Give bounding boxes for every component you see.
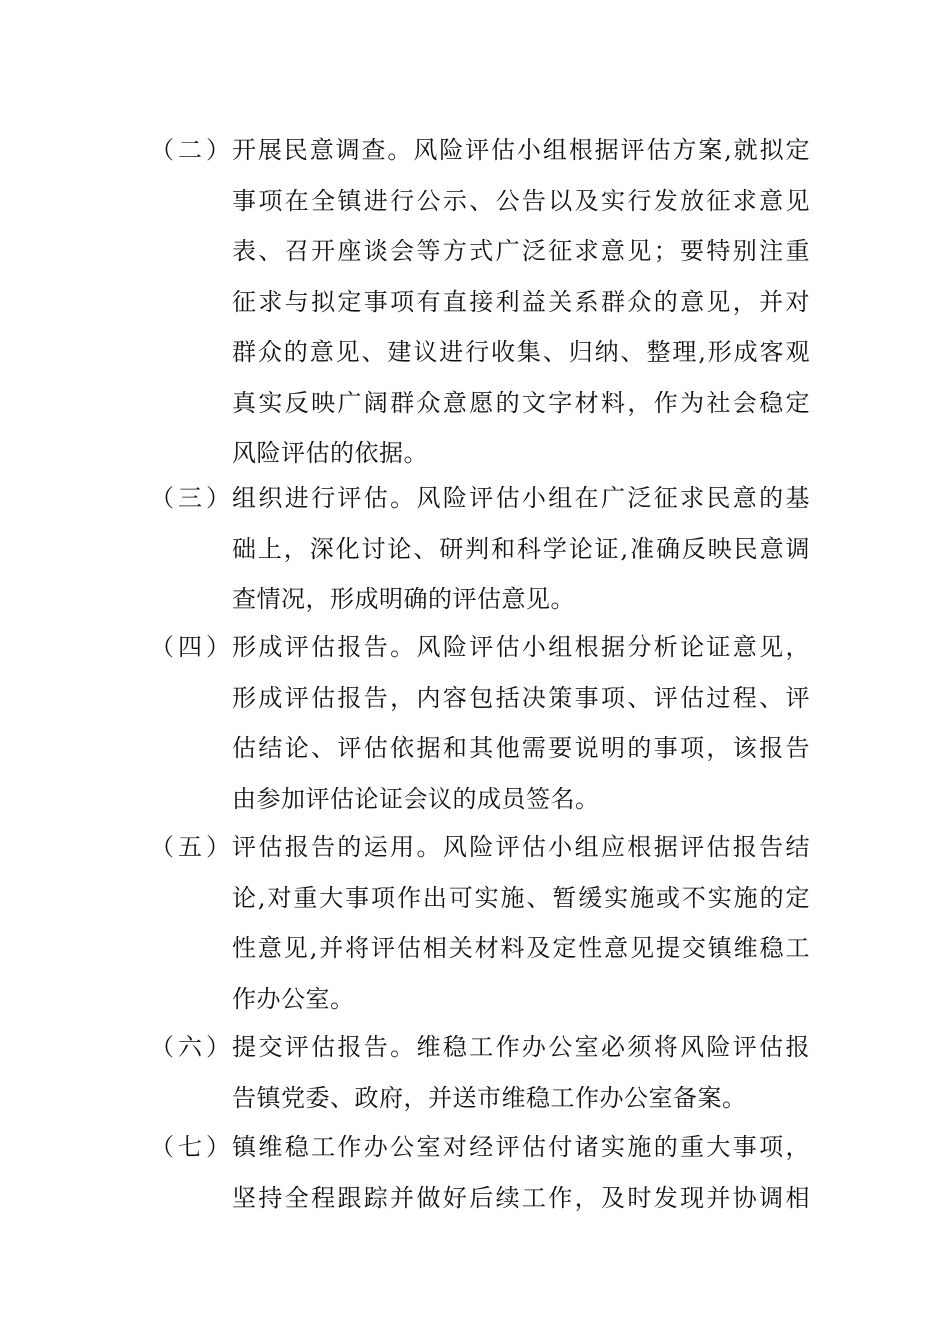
- item-body: [232, 1122, 810, 1223]
- item-number: （六）: [150, 1033, 234, 1061]
- item-body: [232, 822, 810, 1024]
- text-line: 作办公室。: [232, 984, 355, 1013]
- text-line: 风险评估的依据。: [232, 439, 428, 467]
- item-number: （四）: [150, 633, 234, 661]
- text-line: 群众的意见、建议进行收集、归纳、整理,形成客观: [232, 338, 810, 366]
- text-line: 告镇党委、政府，并送市维稳工作办公室备案。: [232, 1083, 747, 1112]
- item-number: （二）: [150, 136, 234, 164]
- text-line: 由参加评估论证会议的成员签名。: [232, 784, 600, 813]
- item-body: [232, 1022, 810, 1123]
- text-line: 镇维稳工作办公室对经评估付诸实施的重大事项，: [232, 1133, 810, 1161]
- text-line: 真实反映广阔群众意愿的文字材料，作为社会稳定: [232, 388, 810, 417]
- text-line: 论,对重大事项作出可实施、暂缓实施或不实施的定: [232, 883, 810, 912]
- text-line: 础上，深化讨论、研判和科学论证,准确反映民意调: [232, 534, 810, 563]
- text-line: 查情况，形成明确的评估意见。: [232, 585, 575, 613]
- text-line: 表、召开座谈会等方式广泛征求意见；要特别注重: [232, 237, 810, 265]
- text-line: 坚持全程跟踪并做好后续工作，及时发现并协调相: [232, 1183, 810, 1212]
- text-line: 评估报告的运用。风险评估小组应根据评估报告结: [232, 833, 810, 861]
- text-line: 形成评估报告，内容包括决策事项、评估过程、评: [232, 683, 810, 712]
- text-line: 征求与拟定事项有直接利益关系群众的意见，并对: [232, 287, 810, 316]
- item-body: [232, 125, 810, 479]
- item-body: [232, 473, 810, 625]
- text-line: 形成评估报告。风险评估小组根据分析论证意见，: [232, 633, 810, 661]
- text-line: 开展民意调查。风险评估小组根据评估方案,就拟定: [232, 136, 810, 164]
- item-number: （五）: [150, 833, 234, 861]
- text-line: 组织进行评估。风险评估小组在广泛征求民意的基: [232, 484, 810, 512]
- text-line: 性意见,并将评估相关材料及定性意见提交镇维稳工: [232, 934, 810, 962]
- item-number: （三）: [150, 484, 234, 512]
- text-line: 事项在全镇进行公示、公告以及实行发放征求意见: [232, 186, 810, 215]
- text-line: 估结论、评估依据和其他需要说明的事项，该报告: [232, 734, 810, 762]
- item-number: （七）: [150, 1133, 234, 1161]
- item-body: [232, 622, 810, 824]
- text-line: 提交评估报告。维稳工作办公室必须将风险评估报: [232, 1033, 810, 1061]
